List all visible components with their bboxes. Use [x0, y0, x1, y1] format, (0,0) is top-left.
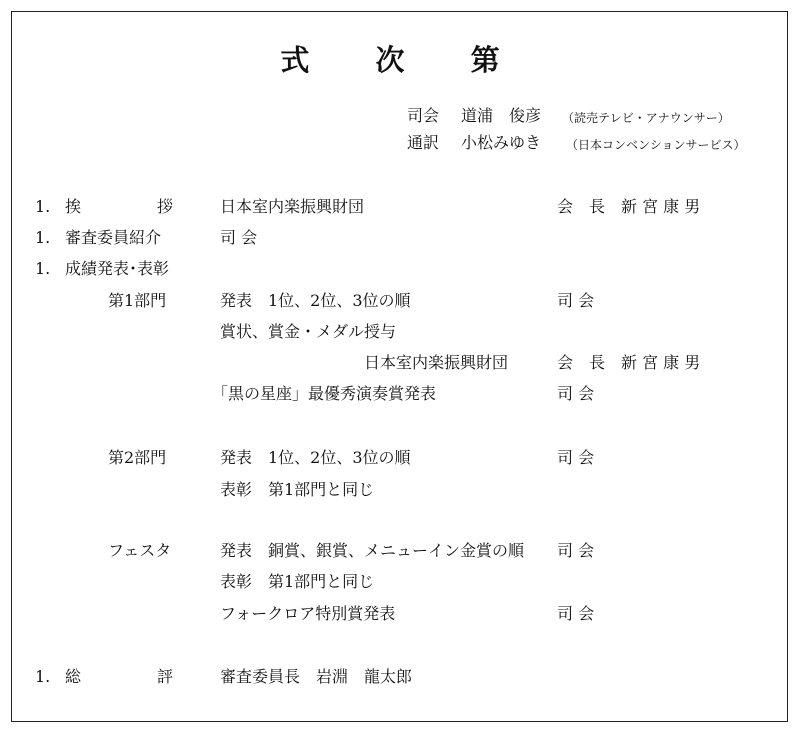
greeting-label	[65, 197, 173, 217]
title-char-2: 次	[375, 43, 425, 77]
festa-line3: フォークロア特別賞発表	[220, 604, 396, 623]
division2-line1: 発表 1位、2位、3位の順	[220, 448, 411, 467]
division1-line4: 「黒の星座」最優秀演奏賞発表	[212, 384, 437, 403]
festa-line2: 表彰 第1部門と同じ	[220, 572, 375, 591]
division2-label: 第2部門	[108, 448, 167, 467]
bullet: 1.	[35, 228, 51, 247]
results-label: 成績発表･表彰	[65, 259, 170, 278]
interpreter-affiliation: （日本コンベンションサービス）	[566, 138, 746, 152]
greeting-org: 日本室内楽振興財団	[220, 197, 365, 216]
greeting-label-a: 挨	[65, 197, 82, 216]
judges-detail: 司 会	[220, 228, 258, 247]
bullet: 1.	[35, 197, 51, 216]
mc-name: 道浦 俊彦	[461, 106, 542, 125]
page-title	[0, 38, 800, 79]
review-label-b: 評	[156, 667, 173, 686]
title-char-1: 式	[280, 43, 330, 77]
division1-line1-by: 司 会	[557, 291, 595, 310]
greeting-role: 会 長 新 宮 康 男	[557, 197, 701, 216]
division1-line3-org: 日本室内楽振興財団	[364, 353, 509, 372]
bullet: 1.	[35, 667, 51, 686]
bullet: 1.	[35, 259, 51, 278]
festa-line1-by: 司 会	[557, 541, 595, 560]
mc-label: 司会	[407, 106, 440, 125]
title-char-3: 第	[470, 43, 520, 77]
festa-line3-by: 司 会	[557, 604, 595, 623]
review-label	[65, 667, 173, 687]
judges-label: 審査委員紹介	[65, 228, 162, 247]
division1-line3-by: 会 長 新 宮 康 男	[557, 353, 701, 372]
festa-label: フェスタ	[108, 541, 172, 560]
greeting-label-b: 拶	[156, 197, 173, 216]
division1-line1: 発表 1位、2位、3位の順	[220, 291, 411, 310]
interpreter-label: 通訳	[407, 133, 440, 152]
review-detail: 審査委員長 岩淵 龍太郎	[220, 667, 413, 686]
division2-line1-by: 司 会	[557, 448, 595, 467]
interpreter-name: 小松みゆき	[461, 133, 542, 152]
mc-affiliation: （読売テレビ・アナウンサー）	[562, 111, 730, 125]
division2-line2: 表彰 第1部門と同じ	[220, 480, 375, 499]
review-label-a: 総	[65, 667, 82, 686]
festa-line1: 発表 銅賞、銀賞、メニューイン金賞の順	[220, 541, 525, 560]
division1-label: 第1部門	[108, 291, 167, 310]
division1-line4-by: 司 会	[557, 384, 595, 403]
division1-line2: 賞状、賞金・メダル授与	[220, 322, 397, 341]
